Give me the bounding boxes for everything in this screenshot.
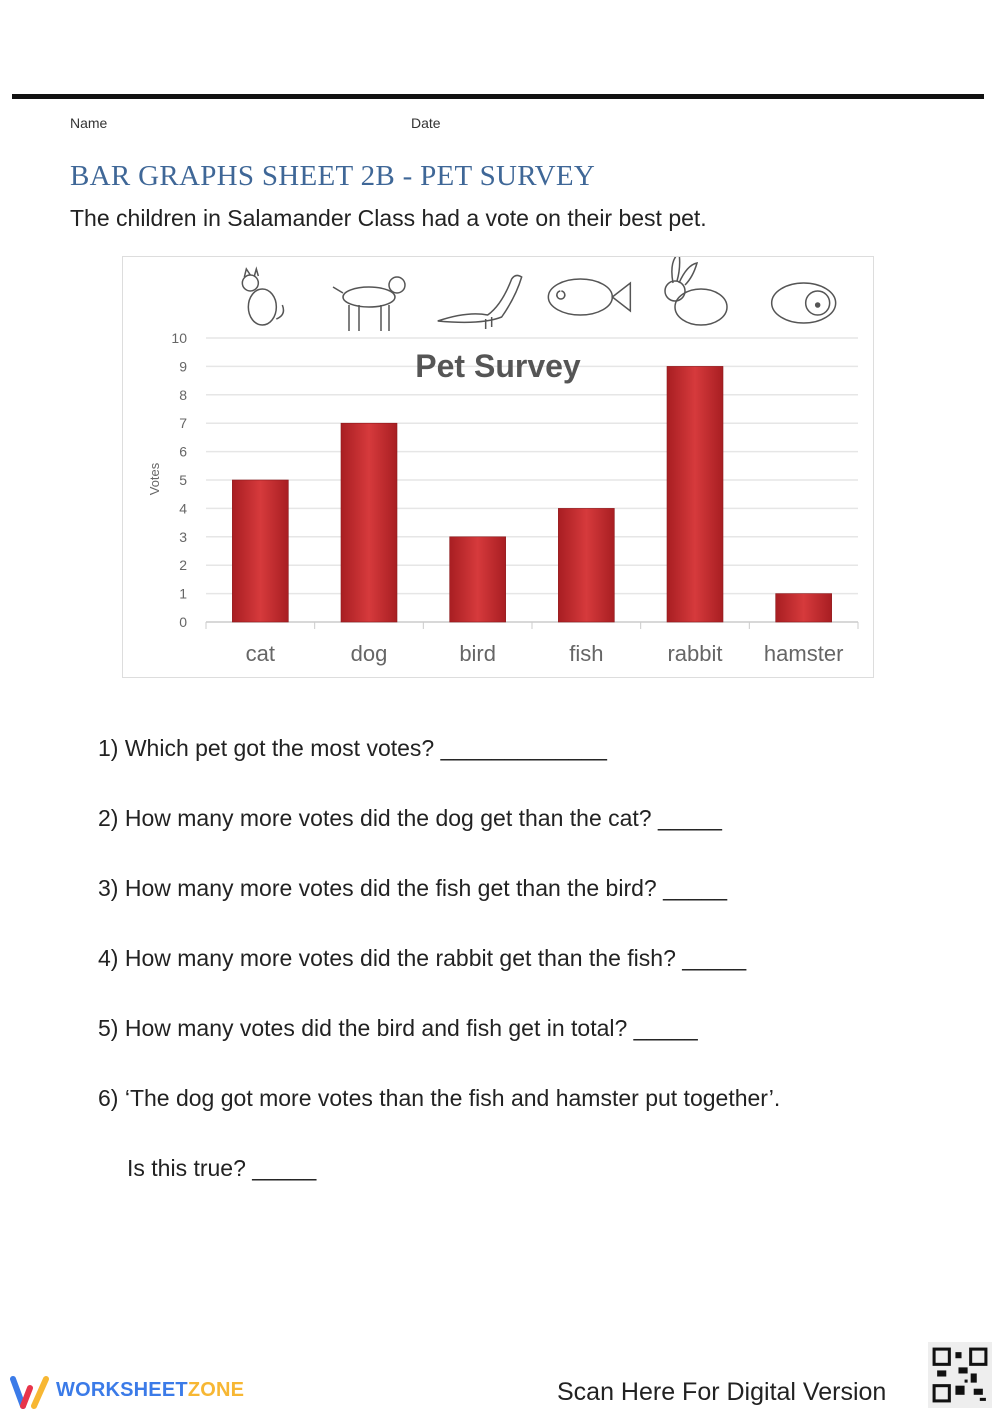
x-tick-label: dog [350,641,388,666]
bird-icon [438,275,522,329]
y-tick-label: 3 [179,528,187,545]
y-tick-label: 4 [179,500,187,517]
fish-icon [548,279,630,315]
question-6: 6) ‘The dog got more votes than the fish and hamster put together’. [98,1085,781,1111]
brand-logo-text [56,1379,244,1402]
pet-icons [242,257,835,331]
y-tick-label: 2 [179,557,187,574]
cat-icon [242,269,283,325]
chart-container [122,256,874,678]
y-tick-label: 6 [179,443,187,460]
y-tick-label: 9 [179,358,187,375]
x-tick-label: rabbit [667,641,723,666]
question-4: 4) How many more votes did the rabbit get than the fish? _____ [98,945,747,971]
rabbit-icon [665,257,727,325]
brand-part-2: ZONE [187,1379,245,1401]
bar-chart [123,257,873,677]
worksheetzone-logo-icon [10,1376,52,1410]
y-tick-label: 5 [179,472,187,488]
y-tick-label: 8 [179,386,187,403]
question-2: 2) How many more votes did the dog get than the cat? _____ [98,805,722,831]
bar-rabbit [667,366,723,622]
name-label: Name [70,115,108,131]
y-tick-label: 1 [179,585,187,602]
question-6-followup: Is this true? _____ [127,1155,317,1181]
page-title: BAR GRAPHS SHEET 2B - PET SURVEY [70,160,596,192]
question-3: 3) How many more votes did the fish get than the bird? _____ [98,875,728,901]
dog-icon [333,277,405,331]
date-label: Date [411,115,441,131]
y-tick-label: 10 [171,330,187,346]
x-tick-label: fish [569,641,604,666]
qr-code-icon[interactable] [928,1342,992,1408]
brand-part-1: WORKSHEET [56,1379,188,1401]
bar-dog [341,423,397,622]
x-tick-label: bird [459,641,497,666]
question-1: 1) Which pet got the most votes? _____________ [98,735,607,761]
scan-text: Scan Here For Digital Version [557,1378,887,1406]
bar-hamster [776,594,832,622]
bar-cat [232,480,288,622]
hamster-icon [772,283,836,323]
x-tick-label: hamster [763,641,844,666]
chart-title: Pet Survey [415,348,581,384]
bar-bird [450,537,506,622]
y-axis-label: Votes [147,462,162,496]
y-tick-label: 0 [179,614,187,630]
question-5: 5) How many votes did the bird and fish get in total? _____ [98,1015,698,1041]
y-tick-label: 7 [179,415,187,432]
intro-text: The children in Salamander Class had a vote on their best pet. [70,205,707,231]
bar-fish [558,508,614,622]
header-rule [12,94,984,99]
x-tick-label: cat [245,641,276,666]
